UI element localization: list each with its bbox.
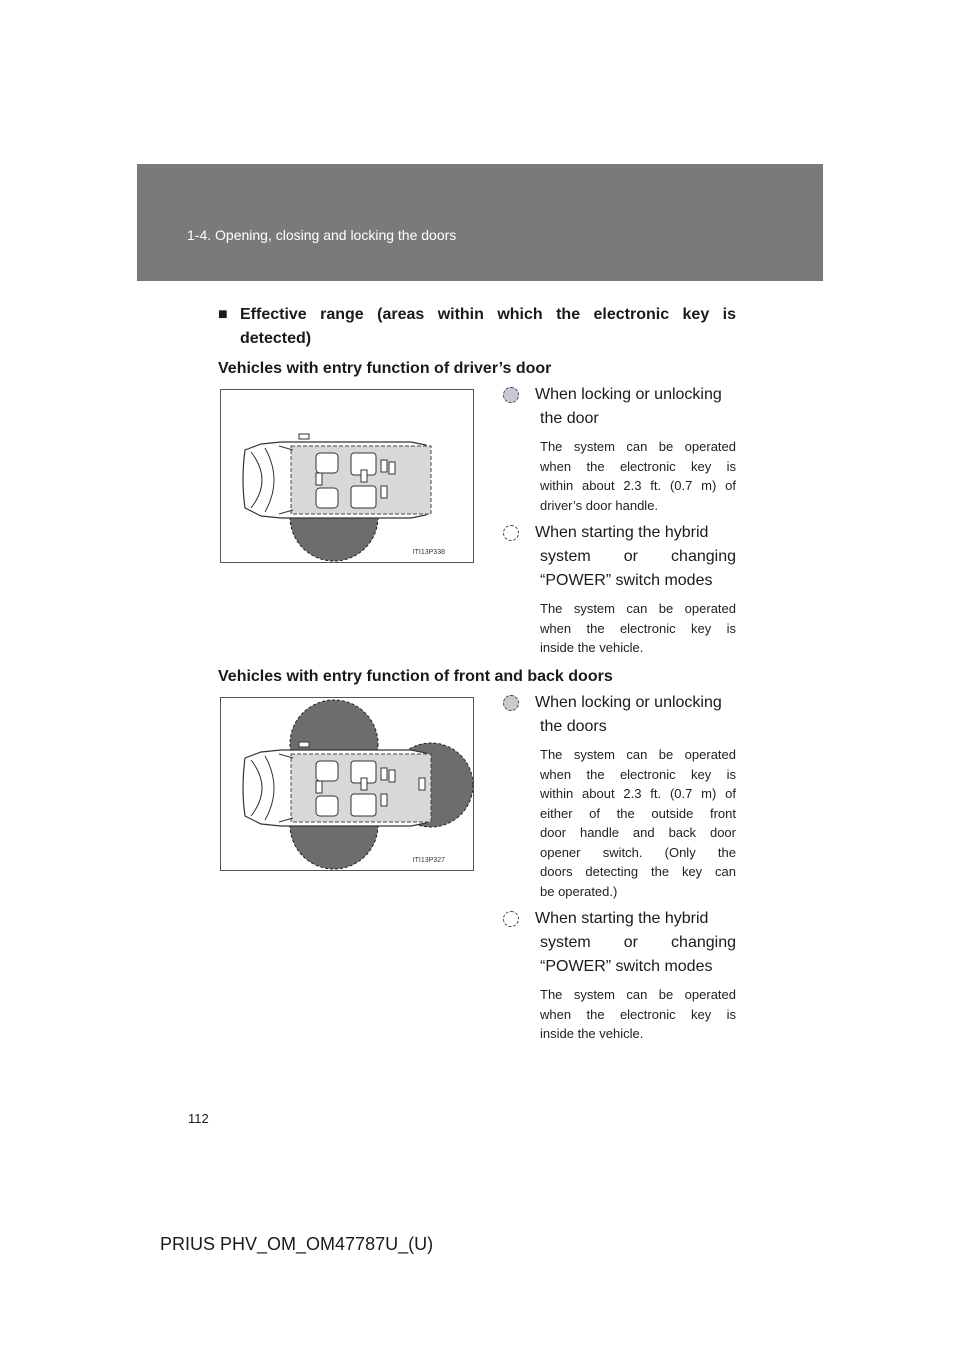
- footer-manual-code: PRIUS PHV_OM_OM47787U_(U): [160, 1234, 434, 1254]
- driver-door-handle: [299, 434, 309, 439]
- effective-range-heading: ■ Effective range (areas within which the electronic key is detected): [218, 303, 736, 351]
- item-starting-hybrid-system: When starting the hybrid system or changing “POWER” switch modes: [535, 524, 736, 589]
- desc-starting-hybrid-system-2: The system can be operated when the electronic key is inside the vehicle.: [540, 987, 736, 1041]
- driver-door-handle: [299, 742, 309, 747]
- figure-driver-door-range: [220, 389, 474, 563]
- desc-locking-unlocking-doors: The system can be operated when the electronic key is within about 2.3 ft. (0.7 m) of either of the outside front door handle and back door opener switch. (Only the doors detecting the key can be operated.): [540, 747, 736, 899]
- zone-marker-icon: [503, 695, 519, 711]
- figure-code: ITI13P327: [412, 857, 445, 864]
- car-diagram-front-back-doors: [221, 698, 475, 872]
- zone-marker-icon: [503, 387, 519, 403]
- section-title: 1-4. Opening, closing and locking the doors: [187, 227, 457, 243]
- bullet-square-icon: ■: [218, 306, 228, 323]
- figure-code: ITI13P338: [412, 549, 445, 556]
- figure-front-back-doors-range: [220, 697, 474, 871]
- section-driver-door-title: Vehicles with entry function of driver’s door: [218, 360, 552, 377]
- section-front-back-doors-title: Vehicles with entry function of front and back doors: [218, 668, 613, 685]
- car-diagram-driver-door: [221, 390, 475, 564]
- desc-locking-unlocking-door: The system can be operated when the electronic key is within about 2.3 ft. (0.7 m) of driver’s door handle.: [540, 439, 736, 513]
- item-starting-hybrid-system-2: When starting the hybrid system or changing “POWER” switch modes: [535, 910, 736, 975]
- zone-marker-icon: [503, 911, 519, 927]
- page-number: 112: [188, 1111, 209, 1126]
- item-locking-unlocking-door: When locking or unlocking the door: [535, 386, 722, 427]
- desc-starting-hybrid-system: The system can be operated when the electronic key is inside the vehicle.: [540, 601, 736, 655]
- zone-marker-icon: [503, 525, 519, 541]
- header-band: [137, 164, 823, 281]
- item-locking-unlocking-doors: When locking or unlocking the doors: [535, 694, 722, 735]
